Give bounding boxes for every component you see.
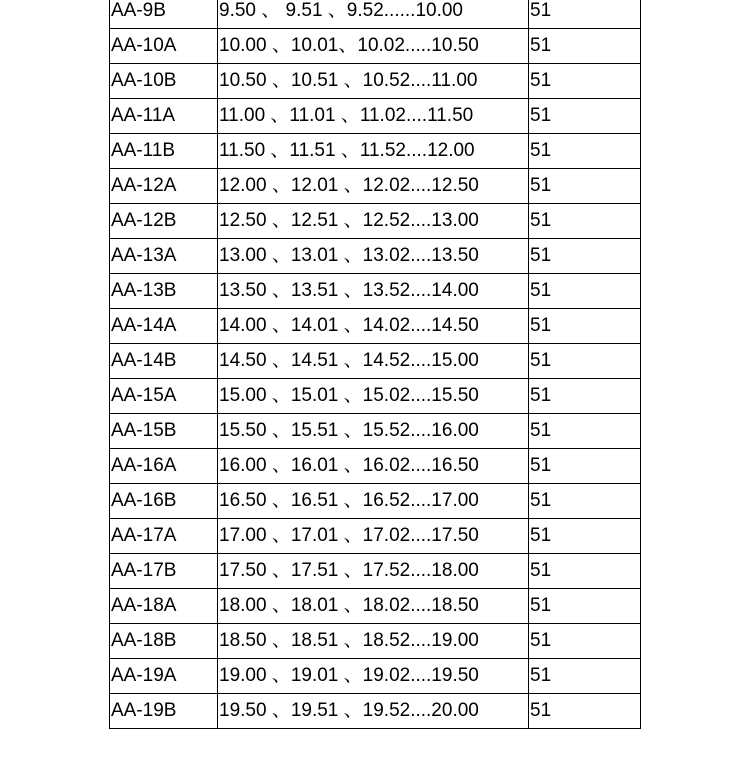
quantity-cell: 51	[529, 624, 641, 659]
set-code-cell: AA-12A	[110, 169, 218, 204]
table-row	[110, 274, 641, 309]
set-code-cell: AA-17B	[110, 554, 218, 589]
size-range-cell: 19.50 、19.51 、19.52....20.00	[218, 694, 529, 729]
quantity-cell: 51	[529, 29, 641, 64]
table-row	[110, 64, 641, 99]
pin-gauge-table	[109, 0, 641, 729]
quantity-cell: 51	[529, 414, 641, 449]
table-row	[110, 694, 641, 729]
set-code-cell: AA-11A	[110, 99, 218, 134]
size-range-cell: 11.00 、11.01 、11.02....11.50	[218, 99, 529, 134]
table-body	[110, 0, 641, 729]
size-range-cell: 18.00 、18.01 、18.02....18.50	[218, 589, 529, 624]
quantity-cell: 51	[529, 309, 641, 344]
table-row	[110, 484, 641, 519]
set-code-cell: AA-10A	[110, 29, 218, 64]
table-row	[110, 204, 641, 239]
size-range-cell: 17.50 、17.51 、17.52....18.00	[218, 554, 529, 589]
size-range-cell: 15.50 、15.51 、15.52....16.00	[218, 414, 529, 449]
set-code-cell: AA-18B	[110, 624, 218, 659]
table-row	[110, 554, 641, 589]
table-row	[110, 309, 641, 344]
size-range-cell: 12.50 、12.51 、12.52....13.00	[218, 204, 529, 239]
quantity-cell: 51	[529, 239, 641, 274]
size-range-cell: 13.00 、13.01 、13.02....13.50	[218, 239, 529, 274]
set-code-cell: AA-16A	[110, 449, 218, 484]
set-code-cell: AA-10B	[110, 64, 218, 99]
size-range-cell: 19.00 、19.01 、19.02....19.50	[218, 659, 529, 694]
quantity-cell: 51	[529, 204, 641, 239]
table-row	[110, 239, 641, 274]
set-code-cell: AA-15B	[110, 414, 218, 449]
quantity-cell: 51	[529, 274, 641, 309]
quantity-cell: 51	[529, 64, 641, 99]
set-code-cell: AA-19B	[110, 694, 218, 729]
quantity-cell: 51	[529, 519, 641, 554]
size-range-cell: 12.00 、12.01 、12.02....12.50	[218, 169, 529, 204]
quantity-cell: 51	[529, 344, 641, 379]
table-row	[110, 659, 641, 694]
quantity-cell: 51	[529, 134, 641, 169]
table-row	[110, 0, 641, 29]
set-code-cell: AA-13A	[110, 239, 218, 274]
size-range-cell: 10.00 、10.01、10.02.....10.50	[218, 29, 529, 64]
table-row	[110, 449, 641, 484]
set-code-cell: AA-11B	[110, 134, 218, 169]
quantity-cell: 51	[529, 99, 641, 134]
size-range-cell: 17.00 、17.01 、17.02....17.50	[218, 519, 529, 554]
set-code-cell: AA-14B	[110, 344, 218, 379]
size-range-cell: 11.50 、11.51 、11.52....12.00	[218, 134, 529, 169]
set-code-cell: AA-19A	[110, 659, 218, 694]
table-row	[110, 379, 641, 414]
set-code-cell: AA-15A	[110, 379, 218, 414]
size-range-cell: 10.50 、10.51 、10.52....11.00	[218, 64, 529, 99]
size-range-cell: 18.50 、18.51 、18.52....19.00	[218, 624, 529, 659]
quantity-cell: 51	[529, 484, 641, 519]
quantity-cell: 51	[529, 379, 641, 414]
table-row	[110, 169, 641, 204]
set-code-cell: AA-13B	[110, 274, 218, 309]
set-code-cell: AA-16B	[110, 484, 218, 519]
size-range-cell: 15.00 、15.01 、15.02....15.50	[218, 379, 529, 414]
table-row	[110, 414, 641, 449]
quantity-cell: 51	[529, 0, 641, 29]
table-row	[110, 29, 641, 64]
size-range-cell: 16.00 、16.01 、16.02....16.50	[218, 449, 529, 484]
quantity-cell: 51	[529, 449, 641, 484]
quantity-cell: 51	[529, 169, 641, 204]
table-row	[110, 589, 641, 624]
size-range-cell: 14.50 、14.51 、14.52....15.00	[218, 344, 529, 379]
table-row	[110, 344, 641, 379]
set-code-cell: AA-17A	[110, 519, 218, 554]
size-range-cell: 16.50 、16.51 、16.52....17.00	[218, 484, 529, 519]
size-range-cell: 9.50 、 9.51 、9.52......10.00	[218, 0, 529, 29]
set-code-cell: AA-14A	[110, 309, 218, 344]
table-row	[110, 134, 641, 169]
set-code-cell: AA-9B	[110, 0, 218, 29]
quantity-cell: 51	[529, 554, 641, 589]
table-row	[110, 519, 641, 554]
table-row	[110, 99, 641, 134]
set-code-cell: AA-12B	[110, 204, 218, 239]
quantity-cell: 51	[529, 694, 641, 729]
size-range-cell: 14.00 、14.01 、14.02....14.50	[218, 309, 529, 344]
table-row	[110, 624, 641, 659]
quantity-cell: 51	[529, 589, 641, 624]
size-range-cell: 13.50 、13.51 、13.52....14.00	[218, 274, 529, 309]
set-code-cell: AA-18A	[110, 589, 218, 624]
quantity-cell: 51	[529, 659, 641, 694]
